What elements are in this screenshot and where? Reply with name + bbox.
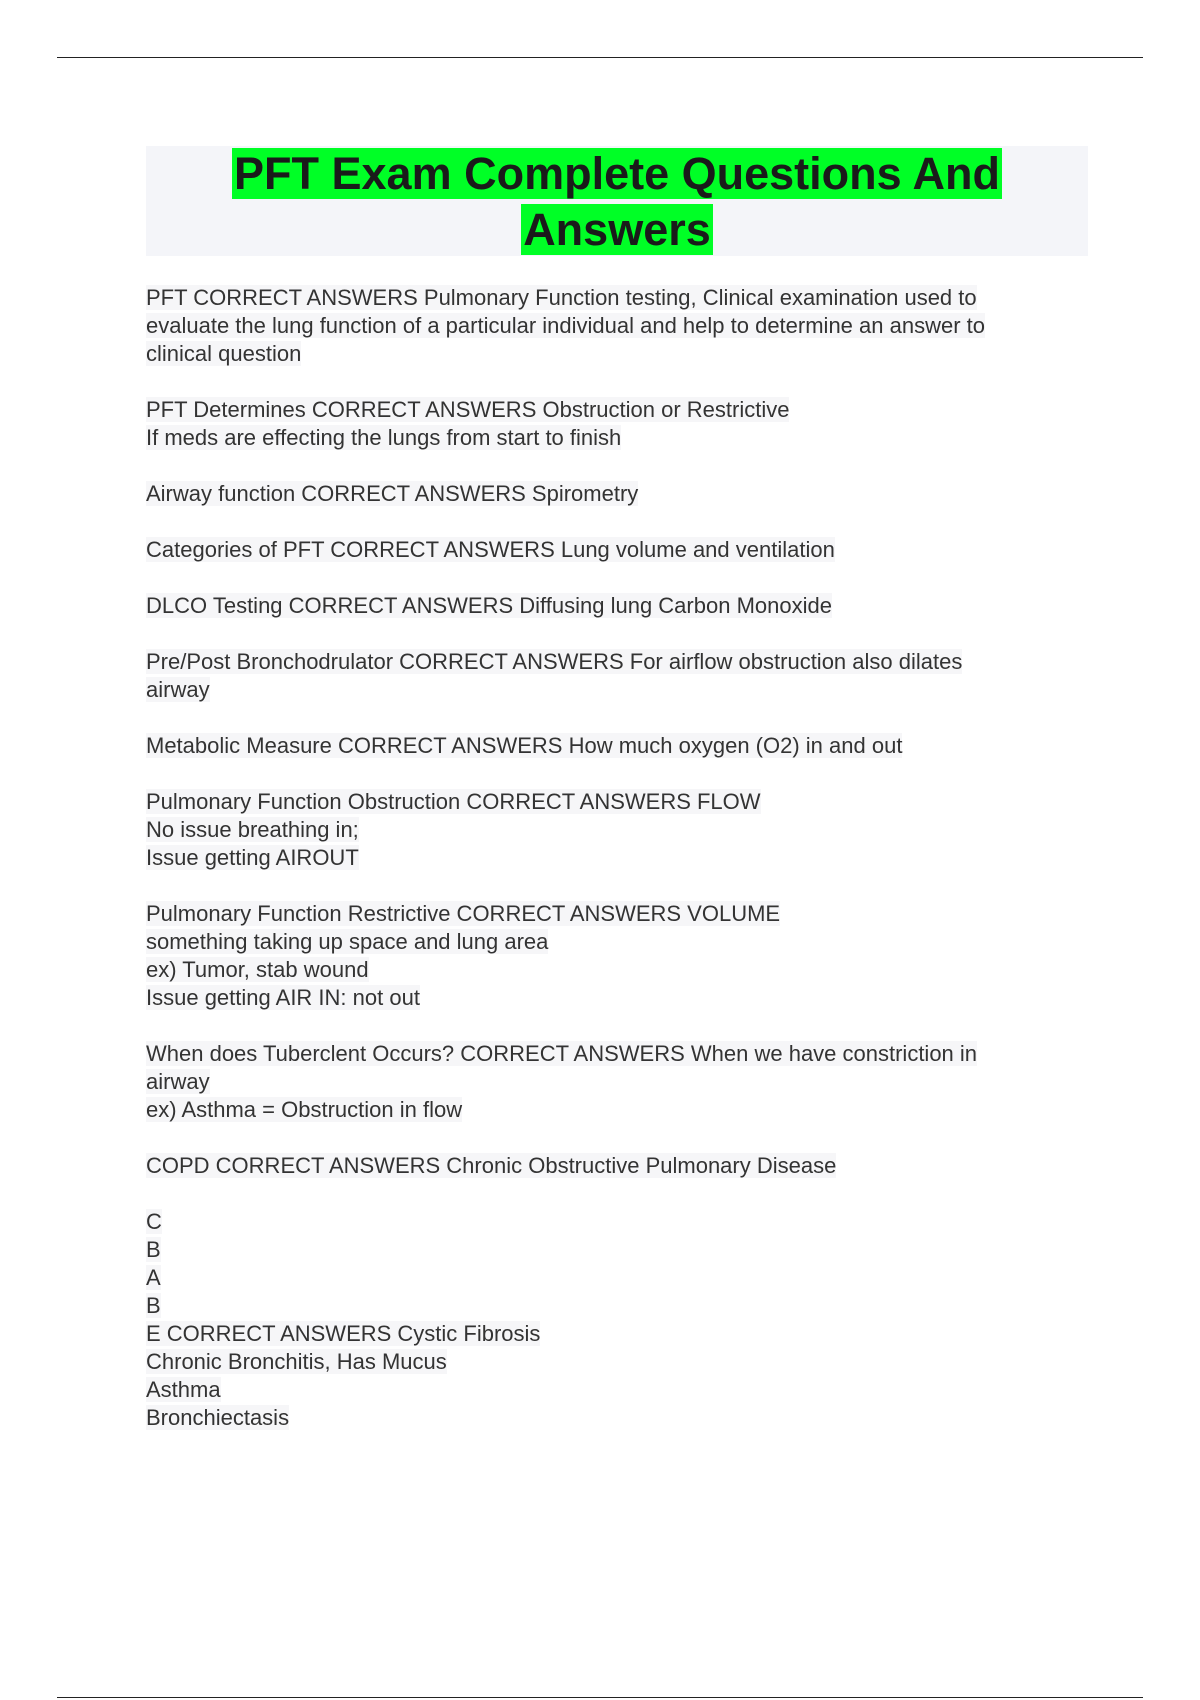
qa-entry: [146, 1040, 1088, 1124]
qa-line-text: ex) Asthma = Obstruction in flow: [146, 1097, 463, 1122]
document-title-block: [146, 146, 1088, 256]
qa-line-text: DLCO Testing CORRECT ANSWERS Diffusing lung Carbon Monoxide: [146, 593, 832, 618]
qa-line-text: Chronic Bronchitis, Has Mucus: [146, 1349, 447, 1374]
qa-line: [146, 424, 1088, 452]
qa-line-text: E CORRECT ANSWERS Cystic Fibrosis: [146, 1321, 541, 1346]
qa-line-text: B: [146, 1293, 161, 1318]
document-title: [232, 146, 1002, 258]
qa-line-text: C: [146, 1209, 162, 1234]
qa-entry: [146, 732, 1088, 760]
qa-line-text: ex) Tumor, stab wound: [146, 957, 369, 982]
qa-line-text: Pre/Post Bronchodrulator CORRECT ANSWERS For airflow obstruction also dilates: [146, 649, 963, 674]
qa-line: [146, 1264, 1088, 1292]
qa-line: [146, 1236, 1088, 1264]
qa-line: [146, 984, 1088, 1012]
qa-entry: [146, 900, 1088, 1012]
qa-line: [146, 816, 1088, 844]
qa-line-text: B: [146, 1237, 161, 1262]
qa-line: [146, 340, 1088, 368]
qa-line: [146, 1152, 1088, 1180]
qa-entry: [146, 396, 1088, 452]
qa-line: [146, 1040, 1088, 1068]
qa-line-text: clinical question: [146, 341, 302, 366]
qa-line: [146, 1292, 1088, 1320]
qa-line-text: airway: [146, 1069, 210, 1094]
qa-line: [146, 1320, 1088, 1348]
qa-line: [146, 1348, 1088, 1376]
bottom-divider: [57, 1697, 1143, 1698]
qa-line: [146, 1096, 1088, 1124]
qa-line-text: A: [146, 1265, 161, 1290]
qa-line-text: PFT Determines CORRECT ANSWERS Obstruction or Restrictive: [146, 397, 790, 422]
qa-line-text: evaluate the lung function of a particular individual and help to determine an answer to: [146, 313, 985, 338]
qa-line: [146, 788, 1088, 816]
qa-entry: [146, 284, 1088, 368]
qa-line: [146, 396, 1088, 424]
qa-line: [146, 928, 1088, 956]
qa-line-text: Asthma: [146, 1377, 221, 1402]
qa-line-text: something taking up space and lung area: [146, 929, 549, 954]
qa-line-text: PFT CORRECT ANSWERS Pulmonary Function testing, Clinical examination used to: [146, 285, 977, 310]
title-line-2: Answers: [523, 204, 711, 255]
qa-line: [146, 284, 1088, 312]
qa-line: [146, 312, 1088, 340]
qa-entry: [146, 788, 1088, 872]
qa-line-text: Issue getting AIR IN: not out: [146, 985, 420, 1010]
qa-list: [146, 284, 1088, 1460]
qa-line-text: Categories of PFT CORRECT ANSWERS Lung volume and ventilation: [146, 537, 835, 562]
qa-line: [146, 900, 1088, 928]
qa-entry: [146, 592, 1088, 620]
qa-line: [146, 480, 1088, 508]
qa-line-text: COPD CORRECT ANSWERS Chronic Obstructive Pulmonary Disease: [146, 1153, 837, 1178]
title-line-1: PFT Exam Complete Questions And: [234, 148, 1000, 199]
qa-line: [146, 1208, 1088, 1236]
qa-line-text: Bronchiectasis: [146, 1405, 290, 1430]
qa-line: [146, 956, 1088, 984]
qa-entry: [146, 1208, 1088, 1432]
qa-line-text: Issue getting AIROUT: [146, 845, 359, 870]
qa-line-text: No issue breathing in;: [146, 817, 359, 842]
qa-line: [146, 732, 1088, 760]
qa-line-text: airway: [146, 677, 210, 702]
qa-line: [146, 1068, 1088, 1096]
qa-line-text: If meds are effecting the lungs from start to finish: [146, 425, 622, 450]
qa-line: [146, 1404, 1088, 1432]
top-divider: [57, 57, 1143, 58]
qa-line-text: Pulmonary Function Obstruction CORRECT ANSWERS FLOW: [146, 789, 761, 814]
qa-line: [146, 1376, 1088, 1404]
qa-entry: [146, 480, 1088, 508]
qa-line: [146, 844, 1088, 872]
qa-line: [146, 676, 1088, 704]
qa-entry: [146, 536, 1088, 564]
qa-line-text: Metabolic Measure CORRECT ANSWERS How much oxygen (O2) in and out: [146, 733, 903, 758]
qa-entry: [146, 1152, 1088, 1180]
qa-line: [146, 648, 1088, 676]
qa-line: [146, 592, 1088, 620]
qa-line: [146, 536, 1088, 564]
qa-line-text: Pulmonary Function Restrictive CORRECT ANSWERS VOLUME: [146, 901, 781, 926]
qa-line-text: Airway function CORRECT ANSWERS Spirometry: [146, 481, 639, 506]
qa-entry: [146, 648, 1088, 704]
qa-line-text: When does Tuberclent Occurs? CORRECT ANSWERS When we have constriction in: [146, 1041, 978, 1066]
